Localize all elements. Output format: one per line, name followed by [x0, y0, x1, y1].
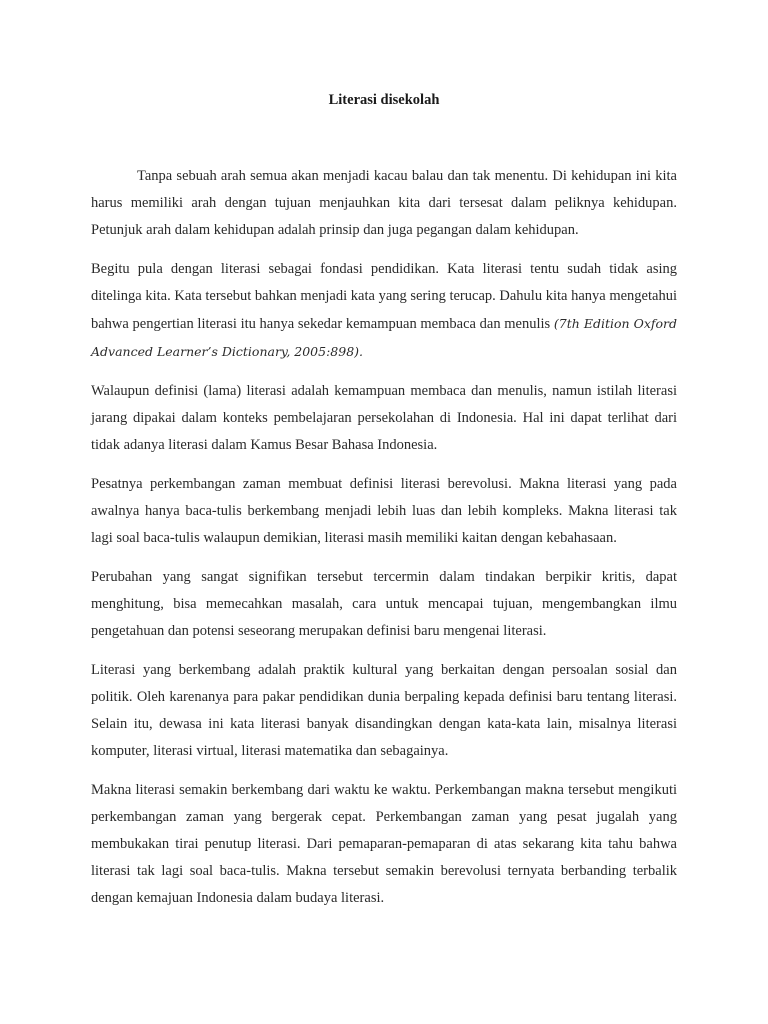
paragraph-6: Literasi yang berkembang adalah praktik kultural yang berkaitan dengan persoalan sosial dan politik. Oleh karenanya para pakar pendidikan dunia berpaling kepada definisi baru tentang literasi. Selain itu, dewasa ini kata literasi banyak disandingkan dengan kata-kata lain, misalnya literasi komputer, literasi virtual, literasi matematika dan sebagainya. — [91, 662, 677, 759]
document-title: Literasi disekolah — [328, 92, 440, 108]
paragraph-4: Pesatnya perkembangan zaman membuat definisi literasi berevolusi. Makna literasi yang pada awalnya hanya baca-tulis berkembang menjadi lebih luas dan lebih kompleks. Makna literasi tak lagi soal baca-tulis walaupun demikian, literasi masih memiliki kaitan dengan kebahasaan. — [91, 476, 677, 546]
paragraph-3: Walaupun definisi (lama) literasi adalah kemampuan membaca dan menulis, namun istilah literasi jarang dipakai dalam konteks pembelajaran persekolahan di Indonesia. Hal ini dapat terlihat dari tidak adanya literasi dalam Kamus Besar Bahasa Indonesia. — [91, 383, 677, 453]
paragraph-2 — [91, 256, 677, 366]
paragraph-2-text: Begitu pula dengan literasi sebagai fondasi pendidikan. Kata literasi tentu sudah tidak asing ditelinga kita. Kata tersebut bahkan menjadi kata yang sering terucap. Dahulu kita hanya mengetahui bahwa pengertian literasi itu hanya sekedar kemampuan membaca dan menulis — [91, 261, 677, 332]
paragraph-1: Tanpa sebuah arah semua akan menjadi kacau balau dan tak menentu. Di kehidupan ini kita harus memiliki arah dengan tujuan menjauhkan kita dari tersesat dalam peliknya kehidupan. Petunjuk arah dalam kehidupan adalah prinsip dan juga pegangan dalam kehidupan. — [91, 168, 677, 238]
document-body — [91, 163, 677, 924]
citation: (7th Edition Oxford Advanced Learner’s Dictionary, 2005:898). — [91, 316, 678, 359]
paragraph-5: Perubahan yang sangat signifikan tersebut tercermin dalam tindakan berpikir kritis, dapat menghitung, bisa memecahkan masalah, cara untuk mencapai tujuan, mengembangkan ilmu pengetahuan dan potensi seseorang merupakan definisi baru mengenai literasi. — [91, 569, 677, 639]
paragraph-7: Makna literasi semakin berkembang dari waktu ke waktu. Perkembangan makna tersebut mengikuti perkembangan zaman yang bergerak cepat. Perkembangan zaman yang pesat jugalah yang membukakan tirai penutup literasi. Dari pemaparan-pemaparan di atas sekarang kita tahu bahwa literasi tak lagi soal baca-tulis. Makna tersebut semakin berevolusi ternyata berbanding terbalik dengan kemajuan Indonesia dalam budaya literasi. — [91, 782, 677, 906]
